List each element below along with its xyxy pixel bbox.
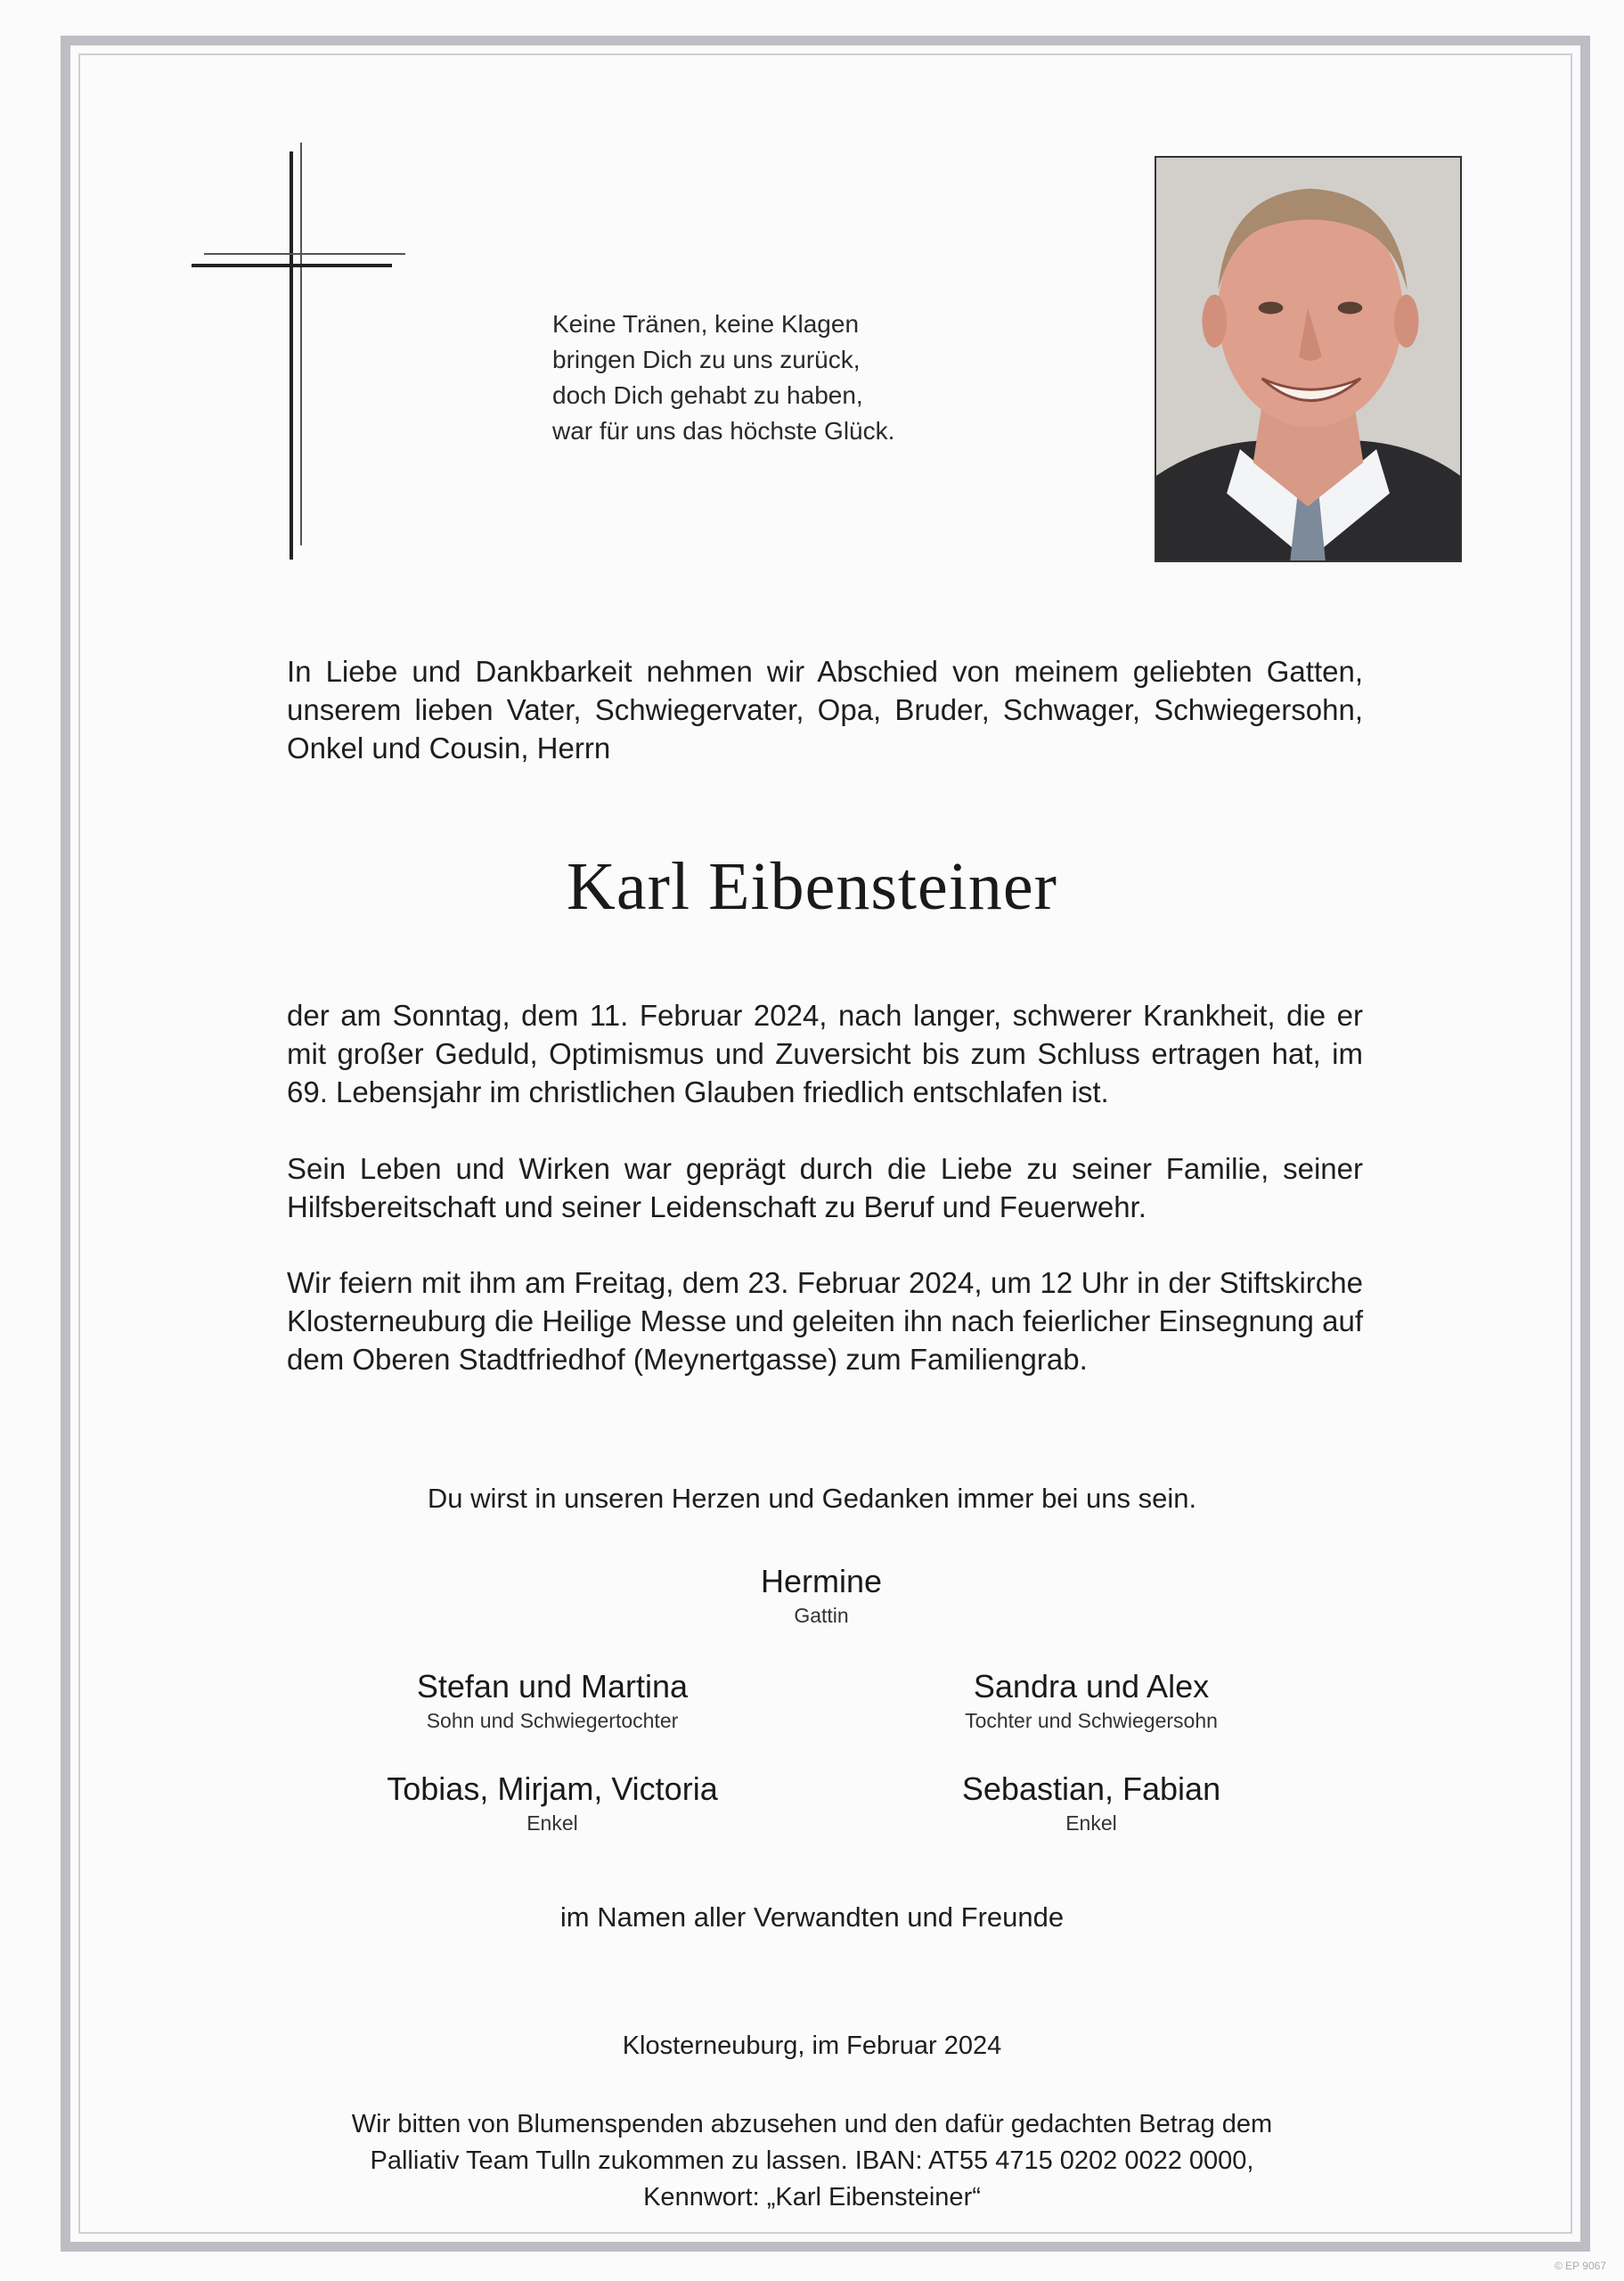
poem-line: bringen Dich zu uns zurück, (552, 346, 861, 373)
signer-relation: Enkel (1065, 1811, 1117, 1835)
poem (552, 307, 1016, 449)
signer-name: Sandra und Alex (973, 1668, 1210, 1705)
poem-line: war für uns das höchste Glück. (552, 417, 895, 445)
print-mark: © EP 9067 (1555, 2260, 1606, 2272)
cross-icon (192, 143, 405, 561)
signer-name: Hermine (760, 1563, 883, 1599)
signer-hermine (554, 1561, 1089, 1629)
intro-paragraph: In Liebe und Dankbarkeit nehmen wir Abschied von meinem geliebten Gatten, unserem lieben Vater, Schwiegervater, Opa, Bruder, Schwager, Schwiegersohn, Onkel und Cousin, Herrn (287, 655, 1363, 764)
portrait-image (1156, 158, 1460, 560)
signer-tobias (285, 1769, 820, 1836)
signer-relation: Gattin (794, 1604, 849, 1627)
life-paragraph: Sein Leben und Wirken war geprägt durch die Liebe zu seiner Familie, seiner Hilfsbereitschaft und seiner Leidenschaft zu Beruf und Feuerwehr. (287, 1152, 1363, 1223)
death-paragraph: der am Sonntag, dem 11. Februar 2024, nach langer, schwerer Krankheit, die er mit großer Geduld, Optimismus und Zuversicht bis zum Schluss ertragen hat, im 69. Lebensjahr im christlichen Glauben friedlich entschlafen ist. (287, 999, 1363, 1108)
signer-sebastian (824, 1769, 1359, 1836)
signer-name: Sebastian, Fabian (961, 1770, 1221, 1807)
on-behalf-line: im Namen aller Verwandten und Freunde (559, 1901, 1065, 1933)
donation-line: Palliativ Team Tulln zukommen zu lassen. IBAN: AT55 4715 0202 0022 0000, (370, 2146, 1254, 2175)
deceased-name: Karl Eibensteiner (567, 849, 1057, 924)
poem-line: Keine Tränen, keine Klagen (552, 310, 860, 338)
poem-line: doch Dich gehabt zu haben, (552, 381, 863, 409)
heart-line: Du wirst in unseren Herzen und Gedanken immer bei uns sein. (427, 1483, 1197, 1514)
signer-relation: Enkel (526, 1811, 578, 1835)
signer-name: Tobias, Mirjam, Victoria (387, 1770, 718, 1807)
signer-stefan (285, 1666, 820, 1734)
donation-line: Kennwort: „Karl Eibensteiner“ (643, 2183, 981, 2212)
place-date: Klosterneuburg, im Februar 2024 (622, 2032, 1002, 2060)
signer-sandra (824, 1666, 1359, 1734)
signer-name: Stefan und Martina (416, 1668, 689, 1705)
portrait-photo (1155, 156, 1462, 562)
donation-line: Wir bitten von Blumenspenden abzusehen und den dafür gedachten Betrag dem (351, 2110, 1273, 2138)
service-paragraph: Wir feiern mit ihm am Freitag, dem 23. Februar 2024, um 12 Uhr in der Stiftskirche Klosterneuburg die Heilige Messe und geleiten ihn nach feierlicher Einsegnung auf dem Oberen Stadtfriedhof (Meynertgasse) zum Familiengrab. (287, 1266, 1363, 1376)
signer-relation: Tochter und Schwiegersohn (965, 1709, 1218, 1732)
signer-relation: Sohn und Schwiegertochter (426, 1709, 679, 1732)
donation-note (0, 2106, 1624, 2216)
